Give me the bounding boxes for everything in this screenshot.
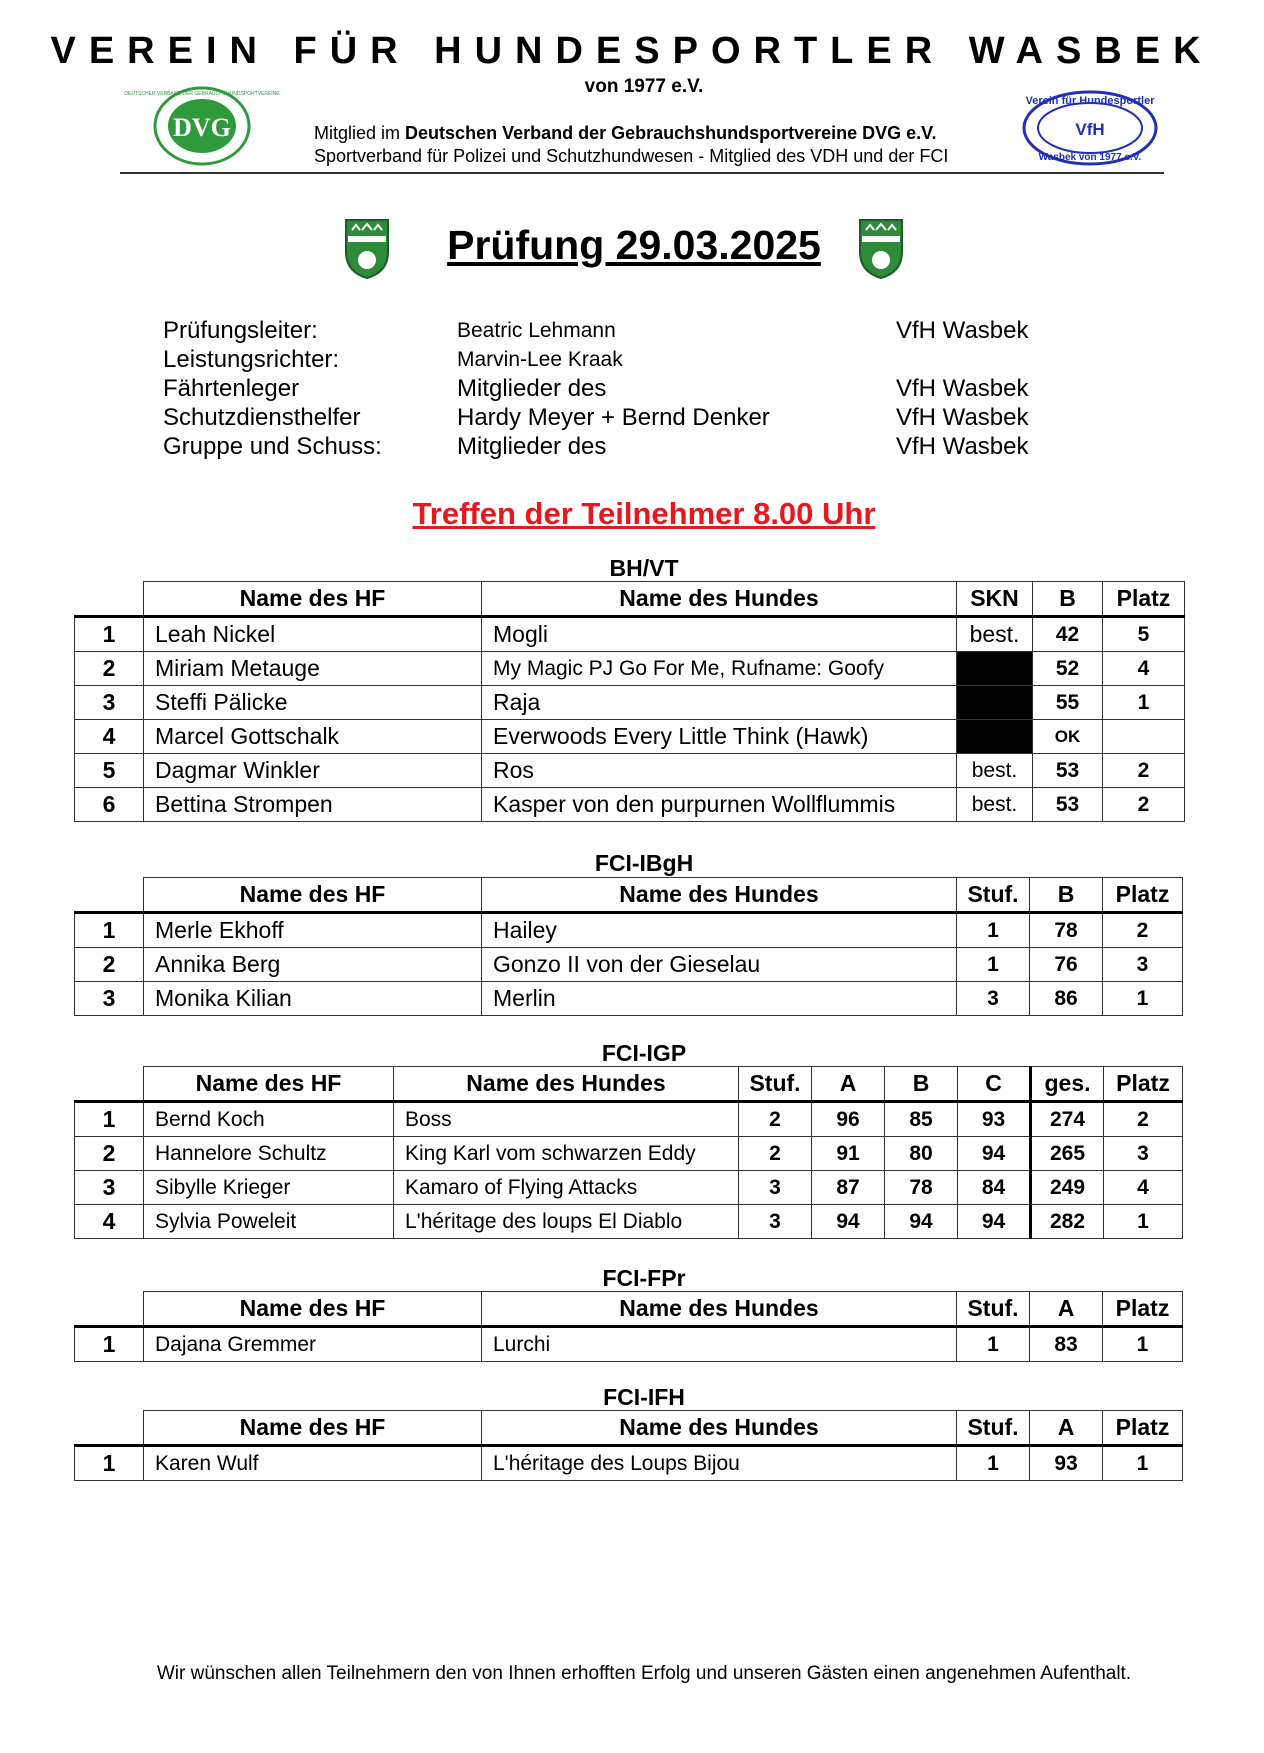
placement: 1: [1104, 1205, 1183, 1239]
column-header: ges.: [1031, 1067, 1104, 1102]
table-bhvt: [74, 581, 1185, 822]
score-b: 80: [885, 1137, 958, 1171]
column-header: B: [885, 1067, 958, 1102]
dog-name: Lurchi: [482, 1327, 957, 1362]
placement: 2: [1103, 754, 1185, 788]
official-role: Gruppe und Schuss:: [163, 433, 382, 460]
table-row: [75, 1327, 1183, 1362]
official-row: [163, 374, 1063, 403]
membership-line-2: Sportverband für Polizei und Schutzhundwesen - Mitglied des VDH und der FCI: [314, 146, 949, 166]
handler-name: Sylvia Poweleit: [144, 1205, 394, 1239]
column-header: Stuf.: [957, 1292, 1030, 1327]
column-header: Name des Hundes: [482, 878, 957, 913]
table-row: [75, 720, 1185, 754]
skn-blacked-out: [957, 720, 1033, 754]
dog-name: Merlin: [482, 982, 957, 1016]
official-role: Fährtenleger: [163, 375, 300, 402]
dog-name: King Karl vom schwarzen Eddy: [394, 1137, 739, 1171]
handler-name: Miriam Metauge: [144, 652, 482, 686]
official-club: VfH Wasbek: [896, 317, 1029, 344]
official-name: Beatric Lehmann: [457, 319, 616, 342]
column-header: SKN: [957, 582, 1033, 617]
table-row: [75, 788, 1185, 822]
score-a: 91: [812, 1137, 885, 1171]
section-title-ibgh: FCI-IBgH: [594, 850, 694, 876]
dvg-logo: [124, 86, 280, 166]
table-ibgh: [74, 877, 1183, 1016]
score-total: 265: [1031, 1137, 1104, 1171]
official-role: Prüfungsleiter:: [163, 317, 318, 344]
official-role: Schutzdiensthelfer: [163, 404, 361, 431]
row-number: 6: [75, 788, 144, 822]
placement: 1: [1103, 1446, 1183, 1481]
handler-name: Bernd Koch: [144, 1102, 394, 1137]
exam-title: Prüfung 29.03.2025: [447, 222, 821, 268]
skn-blacked-out: [957, 686, 1033, 720]
placement: 3: [1103, 948, 1183, 982]
official-club: VfH Wasbek: [896, 433, 1029, 460]
table-row: [75, 652, 1185, 686]
column-header: Stuf.: [957, 878, 1030, 913]
row-number: 1: [75, 617, 144, 652]
dog-name: Kamaro of Flying Attacks: [394, 1171, 739, 1205]
column-header: Platz: [1103, 582, 1185, 617]
score-b: 42: [1033, 617, 1103, 652]
official-name: Marvin-Lee Kraak: [457, 348, 623, 371]
score-b: 76: [1030, 948, 1103, 982]
dog-name: My Magic PJ Go For Me, Rufname: Goofy: [482, 652, 957, 686]
table-row: [75, 982, 1183, 1016]
official-row: [163, 316, 1063, 345]
row-number: 1: [75, 1102, 144, 1137]
placement: 4: [1104, 1171, 1183, 1205]
column-header: A: [812, 1067, 885, 1102]
handler-name: Steffi Pälicke: [144, 686, 482, 720]
handler-name: Bettina Strompen: [144, 788, 482, 822]
table-row: [75, 754, 1185, 788]
official-row: [163, 403, 1063, 432]
score-total: 274: [1031, 1102, 1104, 1137]
level: 3: [739, 1171, 812, 1205]
table-row: [75, 1446, 1183, 1481]
column-header: Name des HF: [144, 1292, 482, 1327]
dog-name: Ros: [482, 754, 957, 788]
level: 1: [957, 948, 1030, 982]
score-a: 93: [1030, 1446, 1103, 1481]
table-row: [75, 1171, 1183, 1205]
row-number: 4: [75, 1205, 144, 1239]
level: 1: [957, 913, 1030, 948]
score-a: 96: [812, 1102, 885, 1137]
crest-icon: [858, 218, 904, 280]
vfh-logo-center: VfH: [1075, 120, 1105, 139]
section-title-igp: FCI-IGP: [601, 1040, 687, 1066]
column-header: Name des HF: [144, 878, 482, 913]
column-header: C: [958, 1067, 1031, 1102]
row-number: 1: [75, 1327, 144, 1362]
column-header: Name des HF: [144, 582, 482, 617]
meeting-time: Treffen der Teilnehmer 8.00 Uhr: [412, 496, 876, 531]
score-b: 86: [1030, 982, 1103, 1016]
column-header: B: [1033, 582, 1103, 617]
dog-name: L'héritage des Loups Bijou: [482, 1446, 957, 1481]
official-name: Hardy Meyer + Bernd Denker: [457, 404, 770, 431]
column-header: Platz: [1104, 1067, 1183, 1102]
level: 1: [957, 1327, 1030, 1362]
official-name: Mitglieder des: [457, 375, 607, 402]
membership-line-1: [314, 123, 937, 144]
column-header: A: [1030, 1292, 1103, 1327]
dog-name: Everwoods Every Little Think (Hawk): [482, 720, 957, 754]
dog-name: Raja: [482, 686, 957, 720]
column-header: Name des Hundes: [482, 582, 957, 617]
score-a: 94: [812, 1205, 885, 1239]
vfh-logo-top-text: Verein für Hundesportler: [1025, 95, 1155, 107]
section-title-fpr: FCI-FPr: [602, 1265, 686, 1291]
score-b: 78: [885, 1171, 958, 1205]
column-header: A: [1030, 1411, 1103, 1446]
level: 2: [739, 1137, 812, 1171]
table-row: [75, 1102, 1183, 1137]
score-c: 94: [958, 1137, 1031, 1171]
placement: 5: [1103, 617, 1185, 652]
level: 3: [957, 982, 1030, 1016]
placement: 2: [1103, 913, 1183, 948]
row-number: 1: [75, 913, 144, 948]
column-header: Stuf.: [957, 1411, 1030, 1446]
placement: [1103, 720, 1185, 754]
dog-name: Hailey: [482, 913, 957, 948]
dog-name: L'héritage des loups El Diablo: [394, 1205, 739, 1239]
dvg-logo-center: DVG: [173, 113, 231, 142]
official-row: [163, 345, 1063, 374]
score-b: 53: [1033, 788, 1103, 822]
placement: 2: [1104, 1102, 1183, 1137]
score-a: 83: [1030, 1327, 1103, 1362]
handler-name: Annika Berg: [144, 948, 482, 982]
score-c: 84: [958, 1171, 1031, 1205]
section-title-ifh: FCI-IFH: [603, 1384, 685, 1410]
row-number: 3: [75, 1171, 144, 1205]
official-club: VfH Wasbek: [896, 375, 1029, 402]
column-header: Name des HF: [144, 1067, 394, 1102]
dog-name: Kasper von den purpurnen Wollflummis: [482, 788, 957, 822]
skn-result: best.: [957, 754, 1033, 788]
officials-list: [163, 316, 1063, 461]
handler-name: Hannelore Schultz: [144, 1137, 394, 1171]
row-number: 3: [75, 686, 144, 720]
score-b: OK: [1033, 720, 1103, 754]
score-total: 249: [1031, 1171, 1104, 1205]
official-role: Leistungsrichter:: [163, 346, 340, 373]
vfh-logo-bottom-text: Wasbek von 1977 e.V.: [1038, 152, 1142, 163]
club-founded: von 1977 e.V.: [584, 76, 704, 97]
handler-name: Dajana Gremmer: [144, 1327, 482, 1362]
table-row: [75, 617, 1185, 652]
column-header: Platz: [1103, 1411, 1183, 1446]
score-total: 282: [1031, 1205, 1104, 1239]
table-row: [75, 686, 1185, 720]
score-b: 78: [1030, 913, 1103, 948]
dvg-logo-ring-text: DEUTSCHER VERBAND DER GEBRAUCHSHUNDSPORTVEREINE: [124, 91, 280, 97]
handler-name: Sibylle Krieger: [144, 1171, 394, 1205]
handler-name: Monika Kilian: [144, 982, 482, 1016]
section-title-bhvt: BH/VT: [609, 555, 679, 581]
handler-name: Marcel Gottschalk: [144, 720, 482, 754]
skn-result: best.: [957, 788, 1033, 822]
handler-name: Leah Nickel: [144, 617, 482, 652]
dog-name: Boss: [394, 1102, 739, 1137]
level: 1: [957, 1446, 1030, 1481]
header-divider: [120, 172, 1164, 174]
column-header: Name des HF: [144, 1411, 482, 1446]
score-b: 55: [1033, 686, 1103, 720]
level: 3: [739, 1205, 812, 1239]
column-header: Name des Hundes: [394, 1067, 739, 1102]
score-b: 94: [885, 1205, 958, 1239]
row-number: 1: [75, 1446, 144, 1481]
score-b: 52: [1033, 652, 1103, 686]
handler-name: Merle Ekhoff: [144, 913, 482, 948]
placement: 3: [1104, 1137, 1183, 1171]
dog-name: Mogli: [482, 617, 957, 652]
row-number: 5: [75, 754, 144, 788]
table-igp: [74, 1066, 1183, 1239]
membership-org: Deutschen Verband der Gebrauchshundsportvereine DVG e.V.: [405, 123, 937, 143]
column-header: Name des Hundes: [482, 1411, 957, 1446]
table-row: [75, 913, 1183, 948]
placement: 1: [1103, 982, 1183, 1016]
column-header: B: [1030, 878, 1103, 913]
club-title: VEREIN FÜR HUNDESPORTLER WASBEK: [50, 30, 1214, 72]
row-number: 2: [75, 652, 144, 686]
score-b: 85: [885, 1102, 958, 1137]
skn-result: best.: [957, 617, 1033, 652]
row-number: 2: [75, 948, 144, 982]
vfh-logo: [1022, 88, 1158, 168]
placement: 1: [1103, 686, 1185, 720]
official-row: [163, 432, 1063, 461]
score-b: 53: [1033, 754, 1103, 788]
skn-blacked-out: [957, 652, 1033, 686]
table-fpr: [74, 1291, 1183, 1362]
row-number: 2: [75, 1137, 144, 1171]
placement: 2: [1103, 788, 1185, 822]
official-name: Mitglieder des: [457, 433, 607, 460]
score-c: 93: [958, 1102, 1031, 1137]
column-header: Stuf.: [739, 1067, 812, 1102]
score-a: 87: [812, 1171, 885, 1205]
handler-name: Karen Wulf: [144, 1446, 482, 1481]
level: 2: [739, 1102, 812, 1137]
placement: 4: [1103, 652, 1185, 686]
handler-name: Dagmar Winkler: [144, 754, 482, 788]
row-number: 4: [75, 720, 144, 754]
table-row: [75, 948, 1183, 982]
official-club: VfH Wasbek: [896, 404, 1029, 431]
table-row: [75, 1205, 1183, 1239]
row-number: 3: [75, 982, 144, 1016]
dog-name: Gonzo II von der Gieselau: [482, 948, 957, 982]
column-header: Platz: [1103, 1292, 1183, 1327]
placement: 1: [1103, 1327, 1183, 1362]
table-ifh: [74, 1410, 1183, 1481]
table-row: [75, 1137, 1183, 1171]
column-header: Platz: [1103, 878, 1183, 913]
footer-note: Wir wünschen allen Teilnehmern den von Ihnen erhofften Erfolg und unseren Gästen einen angenehmen Aufenthalt.: [156, 1663, 1132, 1684]
membership-prefix: Mitglied im: [314, 123, 401, 143]
column-header: Name des Hundes: [482, 1292, 957, 1327]
score-c: 94: [958, 1205, 1031, 1239]
